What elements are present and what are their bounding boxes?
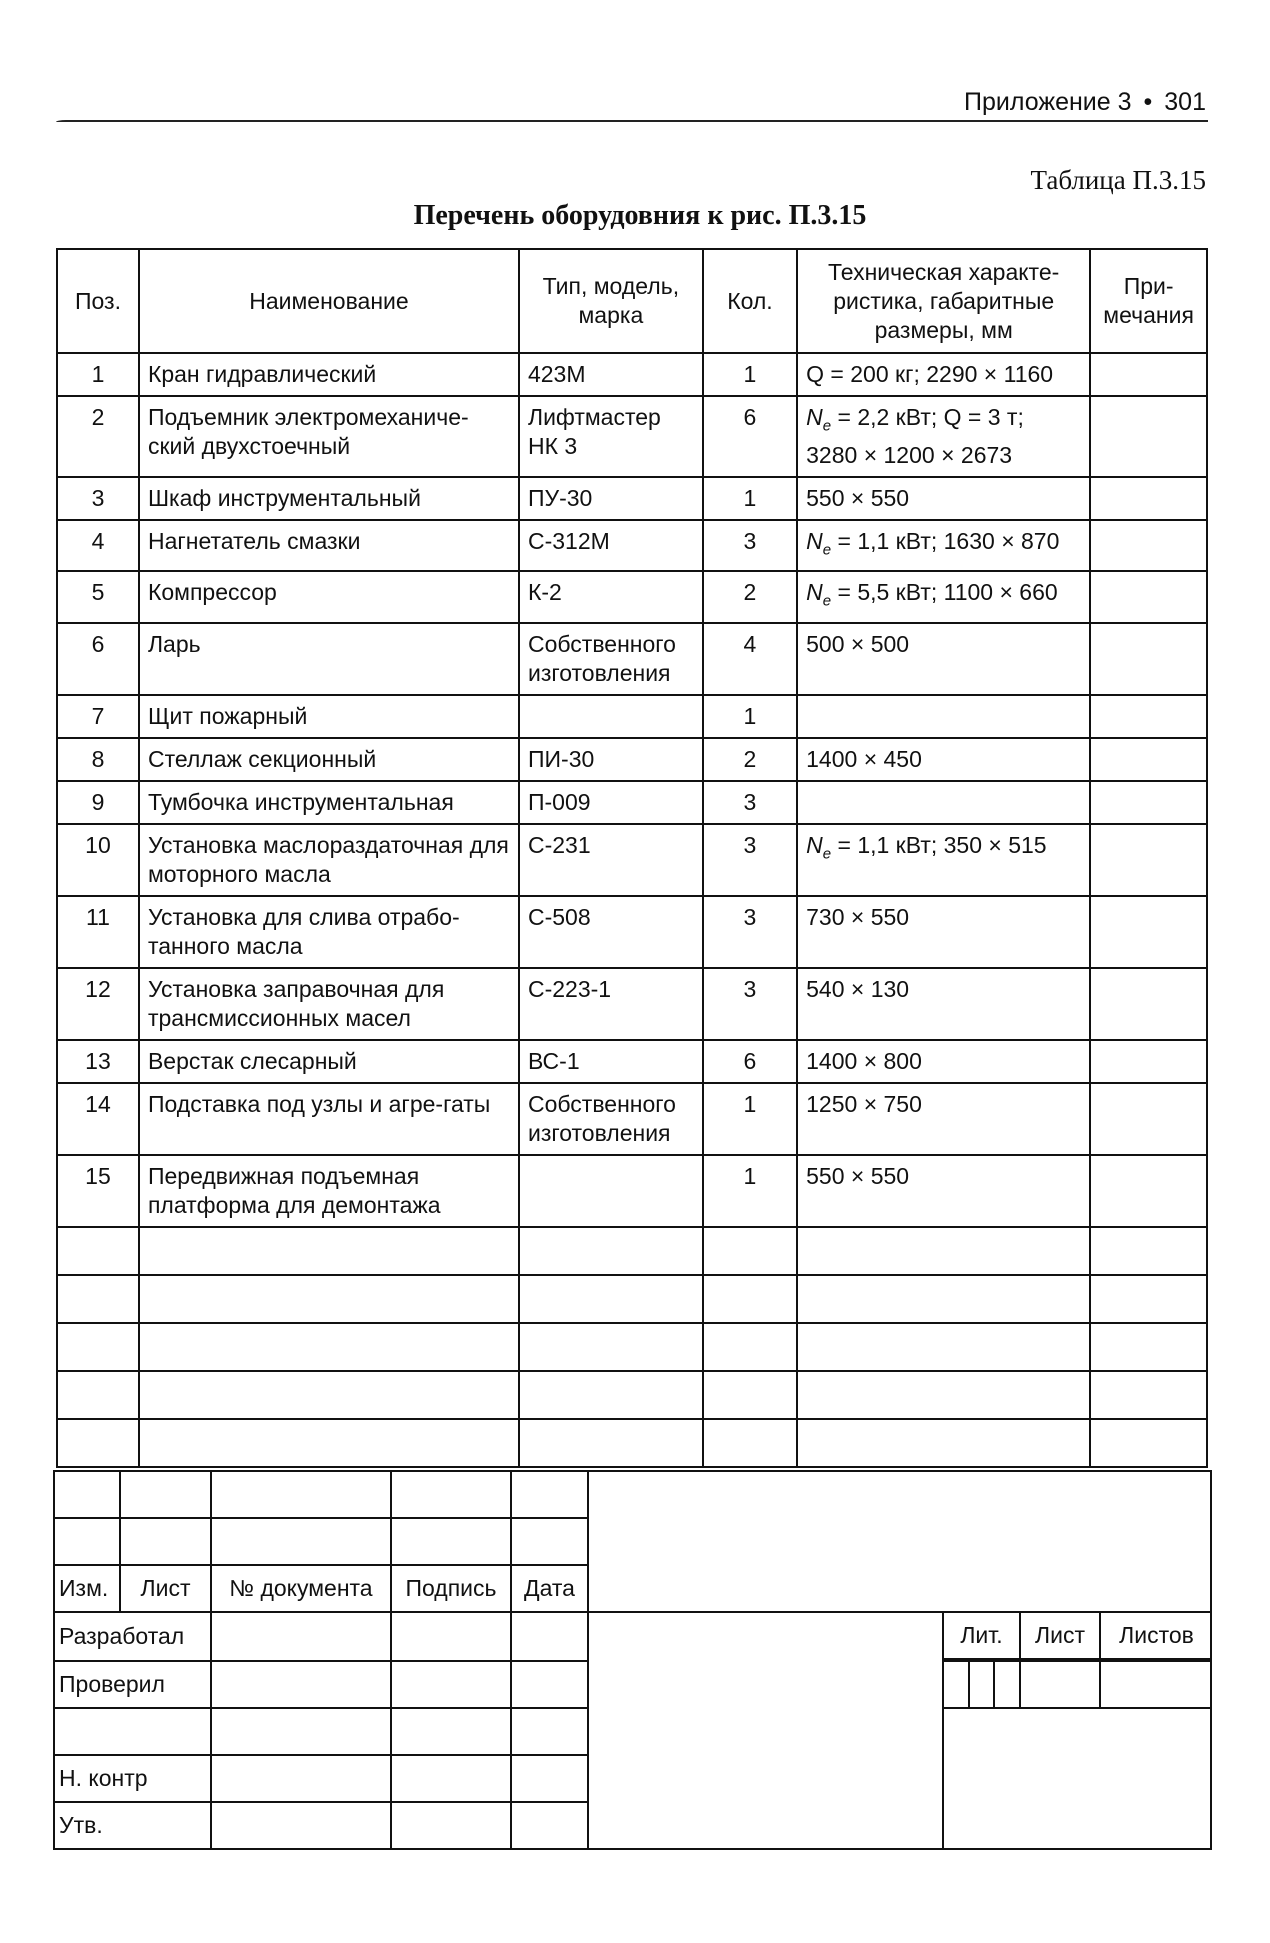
cell-notes	[1090, 968, 1207, 1040]
cell-name: Нагнетатель смазки	[139, 520, 519, 572]
spec-subscript: e	[822, 541, 832, 559]
cell-spec: Q = 200 кг; 2290 × 1160	[797, 353, 1090, 396]
stamp-cell	[511, 1612, 588, 1661]
table-row	[57, 571, 1207, 623]
header-type: Тип, модель, марка	[519, 249, 703, 353]
empty-cell	[139, 1323, 519, 1371]
cell-notes	[1090, 623, 1207, 695]
stamp-list: Лист	[120, 1565, 211, 1612]
cell-type: П-009	[519, 781, 703, 824]
spec-text: = 5,5 кВт; 1100 × 660	[831, 579, 1058, 606]
cell-name: Установка заправочная для трансмиссионных масел	[139, 968, 519, 1040]
empty-cell	[703, 1371, 797, 1419]
stamp-cell	[211, 1471, 391, 1518]
title-block-row	[54, 1471, 1211, 1518]
empty-cell	[703, 1275, 797, 1323]
stamp-cell	[120, 1471, 211, 1518]
cell-spec	[797, 824, 1090, 896]
cell-notes	[1090, 477, 1207, 520]
header-rule	[56, 120, 1208, 122]
empty-cell	[57, 1419, 139, 1467]
empty-cell	[1090, 1419, 1207, 1467]
cell-pos: 12	[57, 968, 139, 1040]
cell-name: Передвижная подъемная платформа для демонтажа	[139, 1155, 519, 1227]
running-head	[964, 88, 1206, 117]
spec-symbol: N	[806, 404, 823, 430]
empty-cell	[519, 1419, 703, 1467]
empty-cell	[703, 1419, 797, 1467]
cell-notes	[1090, 896, 1207, 968]
table-row	[57, 1083, 1207, 1155]
header-qty: Кол.	[703, 249, 797, 353]
table-row	[57, 623, 1207, 695]
cell-pos: 10	[57, 824, 139, 896]
cell-type: К-2	[519, 571, 703, 623]
cell-pos: 2	[57, 396, 139, 477]
stamp-cell	[1020, 1662, 1100, 1707]
cell-notes	[1090, 1155, 1207, 1227]
cell-qty: 4	[703, 623, 797, 695]
cell-name: Подставка под узлы и агре-гаты	[139, 1083, 519, 1155]
stamp-title-field	[588, 1612, 943, 1849]
cell-spec: 730 × 550	[797, 896, 1090, 968]
spec-subscript: e	[822, 417, 832, 435]
empty-cell	[1090, 1323, 1207, 1371]
table-title	[0, 200, 1270, 232]
cell-qty: 3	[703, 896, 797, 968]
stamp-cell	[211, 1518, 391, 1565]
stamp-cell	[54, 1518, 120, 1565]
cell-spec	[797, 520, 1090, 572]
cell-spec: 1250 × 750	[797, 1083, 1090, 1155]
stamp-cell	[211, 1661, 391, 1708]
empty-cell	[139, 1371, 519, 1419]
stamp-cell	[211, 1612, 391, 1661]
cell-pos: 15	[57, 1155, 139, 1227]
cell-pos: 4	[57, 520, 139, 572]
cell-qty: 6	[703, 396, 797, 477]
cell-pos: 7	[57, 695, 139, 738]
cell-spec	[797, 571, 1090, 623]
cell-qty: 6	[703, 1040, 797, 1083]
cell-name: Кран гидравлический	[139, 353, 519, 396]
cell-spec: 1400 × 800	[797, 1040, 1090, 1083]
cell-pos: 1	[57, 353, 139, 396]
stamp-cell	[969, 1662, 994, 1707]
cell-type: Собственного изготовления	[519, 1083, 703, 1155]
spec-text: = 2,2 кВт; Q = 3 т; 3280 × 1200 × 2673	[806, 404, 1024, 468]
cell-qty: 1	[703, 695, 797, 738]
empty-cell	[797, 1227, 1090, 1275]
cell-pos: 3	[57, 477, 139, 520]
cell-type	[519, 695, 703, 738]
empty-row	[57, 1227, 1207, 1275]
stamp-cell	[120, 1518, 211, 1565]
equipment-table	[56, 248, 1208, 1468]
cell-type: Собственного изготовления	[519, 623, 703, 695]
spec-symbol: N	[806, 579, 823, 606]
empty-cell	[519, 1275, 703, 1323]
stamp-cell	[391, 1471, 511, 1518]
empty-cell	[519, 1227, 703, 1275]
cell-type: ПУ-30	[519, 477, 703, 520]
cell-name: Компрессор	[139, 571, 519, 623]
stamp-cell	[994, 1662, 1020, 1707]
empty-row	[57, 1323, 1207, 1371]
cell-type: С-223-1	[519, 968, 703, 1040]
empty-cell	[1090, 1275, 1207, 1323]
stamp-cell	[211, 1708, 391, 1755]
empty-cell	[1090, 1227, 1207, 1275]
empty-cell	[703, 1323, 797, 1371]
cell-notes	[1090, 1040, 1207, 1083]
stamp-cell	[391, 1661, 511, 1708]
stamp-date: Дата	[511, 1565, 588, 1612]
empty-cell	[1090, 1371, 1207, 1419]
cell-pos: 6	[57, 623, 139, 695]
cell-spec	[797, 781, 1090, 824]
stamp-ncontrol: Н. контр	[54, 1755, 211, 1802]
stamp-cell	[1100, 1662, 1211, 1707]
stamp-cell	[944, 1662, 969, 1707]
cell-name: Ларь	[139, 623, 519, 695]
header-name: Наименование	[139, 249, 519, 353]
empty-cell	[57, 1227, 139, 1275]
stamp-izm: Изм.	[54, 1565, 120, 1612]
table-row	[57, 477, 1207, 520]
stamp-sheets: Листов	[1100, 1613, 1211, 1659]
empty-cell	[797, 1419, 1090, 1467]
table-row	[57, 1155, 1207, 1227]
stamp-cell	[211, 1755, 391, 1802]
stamp-cell	[511, 1802, 588, 1849]
table-title-text: Перечень оборудовния к рис. П.3.15	[413, 200, 867, 231]
stamp-cell	[511, 1661, 588, 1708]
cell-qty: 1	[703, 353, 797, 396]
table-row	[57, 396, 1207, 477]
empty-row	[57, 1371, 1207, 1419]
stamp-doc: № документа	[211, 1565, 391, 1612]
stamp-cell	[511, 1471, 588, 1518]
cell-type: 423М	[519, 353, 703, 396]
cell-type: ВС-1	[519, 1040, 703, 1083]
stamp-lit-table	[944, 1613, 1211, 1660]
table-row	[57, 695, 1207, 738]
table-row	[57, 781, 1207, 824]
cell-spec: 550 × 550	[797, 477, 1090, 520]
empty-cell	[797, 1275, 1090, 1323]
cell-pos: 13	[57, 1040, 139, 1083]
cell-qty: 1	[703, 477, 797, 520]
cell-qty: 3	[703, 968, 797, 1040]
stamp-org-field	[943, 1708, 1211, 1849]
header-spec: Техническая характе-ристика, габаритные размеры, мм	[797, 249, 1090, 353]
cell-pos: 14	[57, 1083, 139, 1155]
spec-text: = 1,1 кВт; 350 × 515	[831, 831, 1047, 858]
empty-cell	[797, 1323, 1090, 1371]
cell-type	[519, 1155, 703, 1227]
empty-cell	[57, 1323, 139, 1371]
cell-qty: 2	[703, 571, 797, 623]
stamp-sheet: Лист	[1020, 1613, 1100, 1659]
stamp-cell	[391, 1708, 511, 1755]
stamp-sign: Подпись	[391, 1565, 511, 1612]
stamp-approved: Утв.	[54, 1802, 211, 1849]
cell-name: Подъемник электромеханиче-ский двухстоечный	[139, 396, 519, 477]
stamp-cell	[391, 1755, 511, 1802]
running-head-text: Приложение 3	[964, 88, 1132, 116]
header-pos: Поз.	[57, 249, 139, 353]
stamp-lit-values	[943, 1661, 1211, 1708]
cell-type: С-312М	[519, 520, 703, 572]
spec-symbol: N	[806, 831, 823, 858]
cell-spec: 500 × 500	[797, 623, 1090, 695]
table-body	[57, 353, 1207, 1467]
cell-notes	[1090, 1083, 1207, 1155]
cell-notes	[1090, 695, 1207, 738]
stamp-cell	[211, 1802, 391, 1849]
empty-cell	[703, 1227, 797, 1275]
spec-subscript: e	[822, 592, 832, 610]
table-row	[57, 896, 1207, 968]
stamp-checked: Проверил	[54, 1661, 211, 1708]
cell-notes	[1090, 396, 1207, 477]
stamp-cell	[54, 1471, 120, 1518]
page-number: 301	[1164, 88, 1206, 116]
spec-subscript: e	[822, 845, 832, 863]
empty-row	[57, 1275, 1207, 1323]
stamp-lit-headers	[943, 1612, 1211, 1661]
cell-spec	[797, 695, 1090, 738]
stamp-lit-values-table	[944, 1662, 1211, 1707]
stamp-cell	[511, 1755, 588, 1802]
cell-name: Верстак слесарный	[139, 1040, 519, 1083]
cell-notes	[1090, 571, 1207, 623]
table-number: Таблица П.3.15	[1030, 165, 1206, 195]
cell-type: С-231	[519, 824, 703, 896]
stamp-cell	[391, 1802, 511, 1849]
cell-pos: 8	[57, 738, 139, 781]
empty-cell	[139, 1419, 519, 1467]
cell-name: Установка для слива отрабо-танного масла	[139, 896, 519, 968]
cell-notes	[1090, 738, 1207, 781]
cell-qty: 1	[703, 1083, 797, 1155]
empty-cell	[139, 1275, 519, 1323]
cell-name: Щит пожарный	[139, 695, 519, 738]
stamp-developed: Разработал	[54, 1612, 211, 1661]
empty-row	[57, 1419, 1207, 1467]
stamp-lit: Лит.	[944, 1613, 1020, 1659]
cell-qty: 1	[703, 1155, 797, 1227]
title-block	[53, 1470, 1212, 1850]
table-row	[57, 1040, 1207, 1083]
cell-name: Установка маслораздаточная для моторного масла	[139, 824, 519, 896]
cell-qty: 2	[703, 738, 797, 781]
spec-symbol: N	[806, 527, 823, 554]
table-row	[57, 968, 1207, 1040]
empty-cell	[519, 1371, 703, 1419]
cell-notes	[1090, 353, 1207, 396]
cell-qty: 3	[703, 824, 797, 896]
stamp-cell	[391, 1612, 511, 1661]
cell-notes	[1090, 824, 1207, 896]
cell-name: Шкаф инструментальный	[139, 477, 519, 520]
empty-cell	[519, 1323, 703, 1371]
cell-type: С-508	[519, 896, 703, 968]
cell-spec: 550 × 550	[797, 1155, 1090, 1227]
stamp-cell	[54, 1708, 211, 1755]
cell-type: ПИ-30	[519, 738, 703, 781]
empty-cell	[139, 1227, 519, 1275]
spec-text: = 1,1 кВт; 1630 × 870	[831, 527, 1060, 554]
empty-cell	[57, 1371, 139, 1419]
table-header-row	[57, 249, 1207, 353]
empty-cell	[797, 1371, 1090, 1419]
stamp-cell	[511, 1708, 588, 1755]
cell-pos: 11	[57, 896, 139, 968]
cell-type: Лифтмастер НК 3	[519, 396, 703, 477]
table-row	[57, 738, 1207, 781]
cell-spec: 540 × 130	[797, 968, 1090, 1040]
header-notes: При-мечания	[1090, 249, 1207, 353]
table-row	[57, 520, 1207, 572]
title-block-row	[54, 1612, 1211, 1661]
cell-pos: 9	[57, 781, 139, 824]
cell-name: Стеллаж секционный	[139, 738, 519, 781]
empty-cell	[57, 1275, 139, 1323]
cell-notes	[1090, 781, 1207, 824]
cell-name: Тумбочка инструментальная	[139, 781, 519, 824]
cell-spec: 1400 × 450	[797, 738, 1090, 781]
cell-qty: 3	[703, 781, 797, 824]
cell-pos: 5	[57, 571, 139, 623]
cell-spec	[797, 396, 1090, 477]
cell-qty: 3	[703, 520, 797, 572]
cell-notes	[1090, 520, 1207, 572]
table-row	[57, 824, 1207, 896]
stamp-cell	[511, 1518, 588, 1565]
running-head-dot: •	[1143, 88, 1153, 116]
stamp-main-field	[588, 1471, 1211, 1612]
stamp-cell	[391, 1518, 511, 1565]
table-row	[57, 353, 1207, 396]
